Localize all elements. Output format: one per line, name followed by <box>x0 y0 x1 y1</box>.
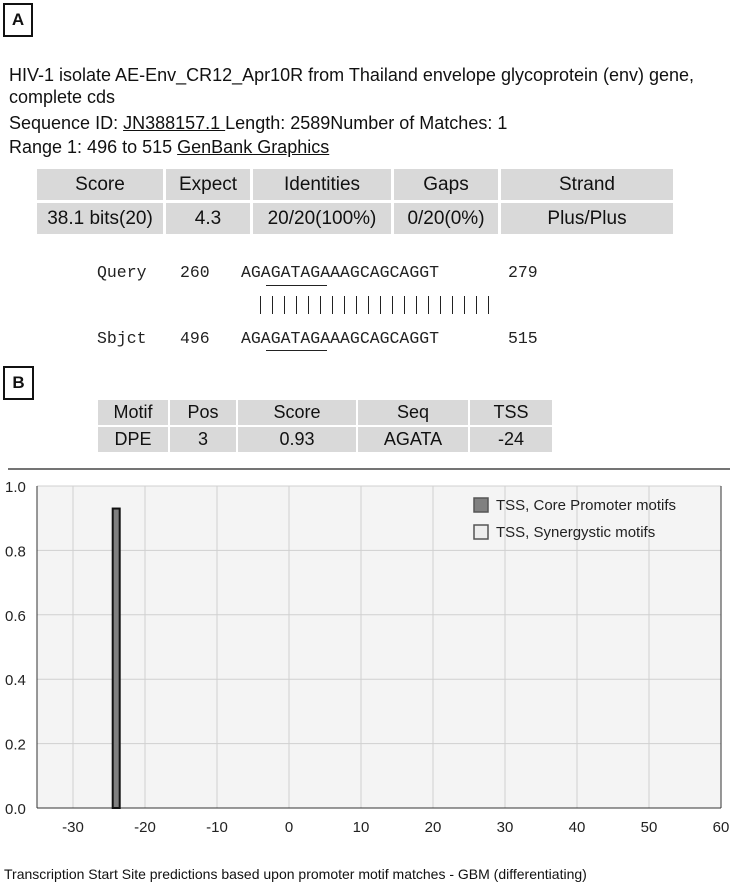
identities-value: 20/20(100%) <box>253 203 391 234</box>
legend-swatch <box>474 498 488 512</box>
match-bar <box>392 296 393 314</box>
match-bar <box>380 296 381 314</box>
sequence-id-link[interactable]: JN388157.1 <box>123 113 226 133</box>
y-tick-label: 1.0 <box>5 479 26 496</box>
sbjct-start: 496 <box>180 329 210 348</box>
x-tick-label: 30 <box>496 819 514 836</box>
x-tick-label: 40 <box>568 819 586 836</box>
match-bar <box>320 296 321 314</box>
y-tick-label: 0.2 <box>5 736 26 754</box>
motif-table <box>96 398 554 454</box>
y-tick-label: 0.6 <box>5 607 26 625</box>
strand-value: Plus/Plus <box>501 203 673 234</box>
sbjct-end: 515 <box>508 329 538 348</box>
x-tick-label: 10 <box>352 819 370 836</box>
match-bar <box>356 296 357 314</box>
legend-swatch <box>474 525 488 539</box>
match-bar <box>428 296 429 314</box>
motif-table-header <box>98 400 552 425</box>
match-bar <box>452 296 453 314</box>
match-bar <box>440 296 441 314</box>
query-label: Query <box>97 263 147 282</box>
match-bar <box>308 296 309 314</box>
match-bar <box>368 296 369 314</box>
range-text: Range 1: 496 to 515 <box>9 137 178 157</box>
x-tick-label: -30 <box>62 819 84 836</box>
sequence-length: Length: 2589 <box>225 113 331 133</box>
motif-header: Motif <box>98 400 168 425</box>
pos-header: Pos <box>170 400 236 425</box>
x-tick-label: 60 <box>712 819 730 836</box>
sbjct-sequence: AGAGATAGAAAGCAGCAGGT <box>241 329 440 348</box>
identities-header: Identities <box>253 169 391 200</box>
motif-table-row <box>98 427 552 452</box>
hit-title: HIV-1 isolate AE-Env_CR12_Apr10R from Thailand envelope glycoprotein (env) gene, complete cds <box>9 65 695 107</box>
legend-label: TSS, Synergystic motifs <box>496 524 656 541</box>
genbank-graphics-link[interactable]: GenBank Graphics <box>177 137 330 157</box>
match-bar <box>272 296 273 314</box>
sequence-info-line <box>9 112 507 134</box>
pos-value: 3 <box>170 427 236 452</box>
seq-value: AGATA <box>358 427 468 452</box>
x-tick-label: 0 <box>284 819 294 836</box>
score-header: Score <box>37 169 163 200</box>
match-bar <box>464 296 465 314</box>
sbjct-motif-underline <box>266 350 327 351</box>
x-tick-label: -10 <box>206 819 228 836</box>
motif-value: DPE <box>98 427 168 452</box>
legend-label: TSS, Core Promoter motifs <box>496 497 677 514</box>
expect-header: Expect <box>166 169 250 200</box>
tss-chart-svg <box>0 460 750 887</box>
sbjct-label: Sbjct <box>97 329 147 348</box>
match-bar <box>404 296 405 314</box>
match-bar <box>260 296 261 314</box>
expect-value: 4.3 <box>166 203 250 234</box>
score-table-row <box>37 203 673 234</box>
match-bar <box>344 296 345 314</box>
match-bar <box>416 296 417 314</box>
score-table-header <box>37 169 673 200</box>
score-value: 38.1 bits(20) <box>37 203 163 234</box>
chart-caption: Transcription Start Site predictions based upon promoter motif matches - GBM (differentiating) <box>4 866 587 882</box>
query-sequence: AGAGATAGAAAGCAGCAGGT <box>241 263 440 282</box>
seq-header: Seq <box>358 400 468 425</box>
tss-bar <box>113 509 120 808</box>
tss-header: TSS <box>470 400 552 425</box>
gaps-header: Gaps <box>394 169 498 200</box>
match-bar <box>488 296 489 314</box>
gaps-value: 0/20(0%) <box>394 203 498 234</box>
range-line <box>9 136 329 158</box>
sequence-id-prefix: Sequence ID: <box>9 113 124 133</box>
query-start: 260 <box>180 263 210 282</box>
query-motif-underline <box>266 285 327 286</box>
y-tick-label: 0.0 <box>5 801 26 818</box>
x-tick-label: 50 <box>640 819 658 836</box>
match-bar <box>332 296 333 314</box>
match-count: Number of Matches: 1 <box>330 113 508 133</box>
query-end: 279 <box>508 263 538 282</box>
score-table <box>34 166 676 237</box>
panel-a-label: A <box>3 3 33 37</box>
motif-score-value: 0.93 <box>238 427 356 452</box>
strand-header: Strand <box>501 169 673 200</box>
motif-score-header: Score <box>238 400 356 425</box>
tss-chart <box>0 460 750 887</box>
match-bar <box>476 296 477 314</box>
match-bar <box>284 296 285 314</box>
x-tick-label: -20 <box>134 819 156 836</box>
y-tick-label: 0.4 <box>5 672 26 690</box>
tss-value: -24 <box>470 427 552 452</box>
x-tick-label: 20 <box>424 819 442 836</box>
panel-b-label: B <box>3 366 34 400</box>
match-bar <box>296 296 297 314</box>
y-tick-label: 0.8 <box>5 543 26 561</box>
